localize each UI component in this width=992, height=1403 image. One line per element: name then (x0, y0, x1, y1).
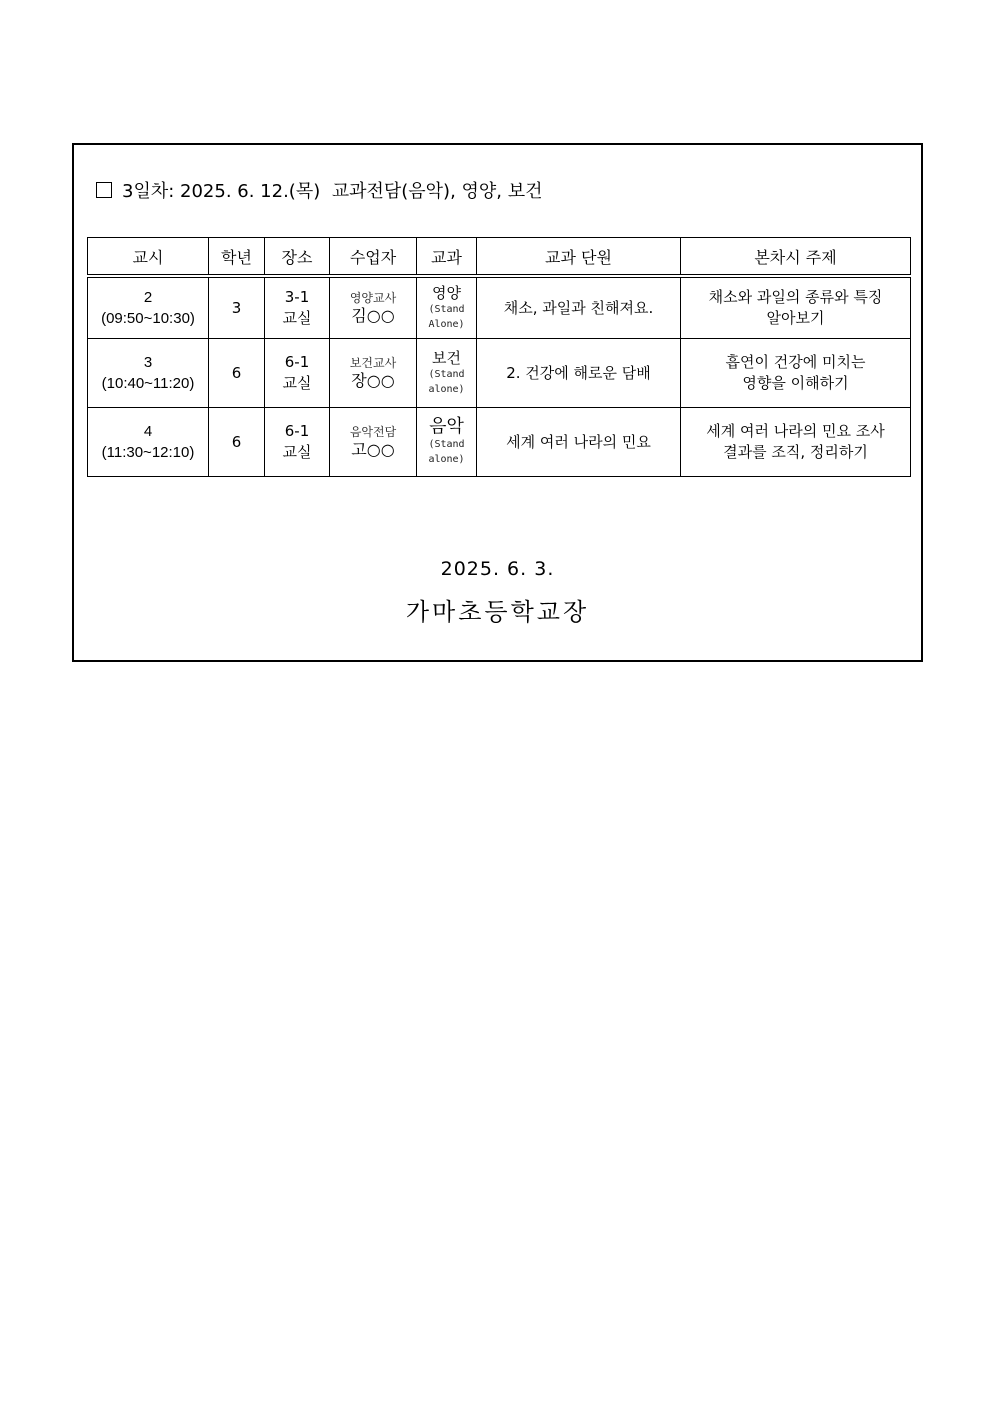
subject-note-line2: alone) (428, 384, 465, 395)
table-row (88, 408, 911, 477)
issue-date: 2025. 6. 3. (440, 558, 555, 580)
header-period: 교시 (88, 238, 209, 277)
grade-cell: 6 (209, 339, 265, 408)
period-number: 3 (143, 354, 153, 371)
topic-line2: 결과를 조직, 정리하기 (723, 443, 868, 461)
period-time: (11:30~12:10) (101, 444, 195, 461)
subject-note-line1: (Stand (428, 304, 465, 315)
table-row (88, 339, 911, 408)
period-number: 4 (143, 423, 153, 440)
teacher-role: 보건교사 (349, 355, 397, 370)
header-grade: 학년 (209, 238, 265, 277)
teacher-cell (330, 339, 417, 408)
topic-line1: 세계 여러 나라의 민요 조사 (706, 422, 885, 440)
topic-line2: 알아보기 (766, 309, 825, 327)
place-room: 교실 (282, 309, 312, 327)
subject-name: 영양 (432, 284, 461, 302)
teacher-role: 영양교사 (349, 290, 397, 305)
period-time: (09:50~10:30) (101, 310, 195, 327)
topic-line1: 채소와 과일의 종류와 특징 (708, 288, 883, 306)
table-row (88, 276, 911, 339)
subject-cell (417, 276, 477, 339)
header-teacher: 수업자 (330, 238, 417, 277)
subject-name: 보건 (432, 349, 461, 367)
place-room: 교실 (282, 443, 312, 461)
document-frame (72, 143, 923, 662)
grade-cell: 6 (209, 408, 265, 477)
heading-subjects: 교과전담(음악), 영양, 보건 (331, 181, 543, 202)
place-class: 6-1 (284, 422, 310, 440)
grade-cell: 3 (209, 276, 265, 339)
place-room: 교실 (282, 374, 312, 392)
place-class: 6-1 (284, 353, 310, 371)
section-heading (96, 177, 543, 203)
subject-cell (417, 408, 477, 477)
table-header-row (88, 238, 911, 277)
period-cell (88, 276, 209, 339)
period-time: (10:40~11:20) (101, 375, 195, 392)
topic-cell (681, 408, 911, 477)
heading-date: 2025. 6. 12.(목) (180, 181, 321, 202)
teacher-name: 김○○ (351, 305, 395, 325)
topic-line1: 흡연이 건강에 미치는 (725, 353, 866, 371)
place-cell (265, 339, 330, 408)
unit-cell: 세계 여러 나라의 민요 (477, 408, 681, 477)
topic-line2: 영향을 이해하기 (742, 374, 849, 392)
header-unit: 교과 단원 (477, 238, 681, 277)
header-place: 장소 (265, 238, 330, 277)
heading-day: 3일차: (122, 181, 175, 202)
place-cell (265, 276, 330, 339)
schedule-table (87, 237, 911, 477)
signer-title: 가마초등학교장 (405, 598, 590, 626)
period-number: 2 (143, 289, 153, 306)
teacher-cell (330, 276, 417, 339)
place-class: 3-1 (284, 288, 310, 306)
subject-name: 음악 (429, 416, 464, 437)
teacher-name: 고○○ (351, 439, 395, 459)
header-topic: 본차시 주제 (681, 238, 911, 277)
subject-note-line1: (Stand (428, 439, 465, 450)
unit-cell: 2. 건강에 해로운 담배 (477, 339, 681, 408)
header-subject: 교과 (417, 238, 477, 277)
period-cell (88, 339, 209, 408)
subject-note-line2: Alone) (428, 319, 465, 330)
teacher-role: 음악전담 (349, 424, 397, 439)
topic-cell (681, 339, 911, 408)
period-cell (88, 408, 209, 477)
checkbox-square-icon (96, 182, 112, 198)
subject-note-line2: alone) (428, 454, 465, 465)
teacher-name: 장○○ (351, 370, 395, 390)
subject-cell (417, 339, 477, 408)
unit-cell: 채소, 과일과 친해져요. (477, 276, 681, 339)
teacher-cell (330, 408, 417, 477)
topic-cell (681, 276, 911, 339)
place-cell (265, 408, 330, 477)
subject-note-line1: (Stand (428, 369, 465, 380)
